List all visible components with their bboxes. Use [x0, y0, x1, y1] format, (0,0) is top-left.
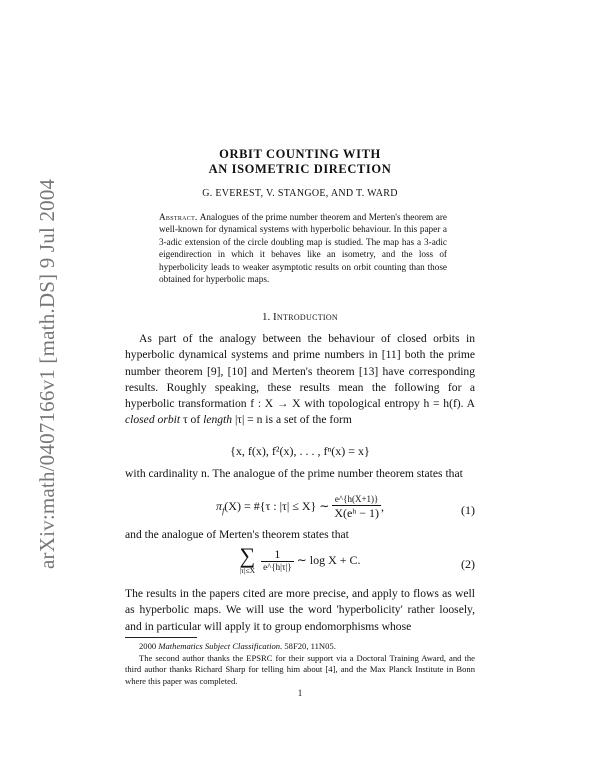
text-run: As part of the analogy between the behaviour of closed orbits in hyperbolic dynamical systems and prime numbers in [ — [125, 332, 475, 362]
intro-paragraph-4: The results in the papers cited are more precise, and apply to flows as well as hyperbolic maps. We will use the word 'hyperbolicity' rather loosely, and in particular will apply it to group endomorphisms whose — [125, 587, 475, 633]
abstract — [159, 211, 447, 285]
msc-codes: 58F20, 11N05. — [282, 641, 336, 651]
emphasis: closed orbit — [125, 413, 181, 427]
eq1-numerator: e^{h(X+1)} — [332, 494, 381, 506]
intro-paragraph-3: and the analogue of Merten's theorem states that — [125, 528, 349, 541]
sigma-symbol: ∑ — [239, 543, 256, 568]
section-number: 1. — [261, 311, 271, 323]
page-number: 1 — [297, 688, 303, 698]
eq1-fraction — [332, 494, 381, 520]
equation-1 — [125, 494, 475, 528]
abstract-text: Analogues of the prime number theorem and Merten's theorem are well-known for dynamical systems with hyperbolic behaviour. In this paper a 3-adic extension of the circle doubling map is studied. The map has a 3-adic eigendirection in which it behaves like an isometry, and the loss of hyperbolicity leads to weaker asymptotic results on orbit counting than those obtained for hyperbolic maps. — [159, 212, 447, 285]
eq1-denominator: X(eʰ − 1) — [334, 506, 379, 520]
equation-2 — [125, 543, 475, 584]
citation-link[interactable]: 10 — [231, 364, 244, 378]
eq-text: (X) = #{τ : |τ| ≤ X} ∼ — [224, 498, 333, 513]
eq2-denominator: e^{h|τ|} — [263, 562, 292, 572]
author-list: G. EVEREST, V. STANGOE, AND T. WARD — [202, 188, 398, 199]
paper-title-line-2: AN ISOMETRIC DIRECTION — [208, 162, 392, 176]
text-run: ] have corresponding results. Roughly speaking, these results mean the following for a hyperbolic transformation f : X → X with topological entropy h = h(f). A — [125, 364, 476, 411]
acknowledgement: The second author thanks the EPSRC for their support via a Doctoral Training Award, and the third author thanks Richard Sharp for telling him about [4], and the Max Planck Institute in Bonn where this paper was completed. — [125, 652, 475, 686]
text-run: |τ| = n is a set of the form — [232, 413, 352, 427]
arxiv-sidebar — [0, 0, 80, 776]
text-run: ] both the prime number theorem [ — [125, 348, 476, 378]
eq2-summation — [239, 543, 256, 575]
arxiv-identifier: arXiv:math/0407166v1 [math.DS] 9 Jul 2004 — [35, 178, 59, 569]
citation-link[interactable]: 9 — [210, 364, 217, 378]
intro-paragraph-1 — [125, 331, 475, 429]
section-heading — [0, 311, 600, 323]
eq2-fraction — [261, 548, 294, 573]
footnote-rule — [125, 637, 197, 638]
equation-1-number: (1) — [461, 503, 475, 517]
text-run: ] and Merten's theorem [ — [243, 364, 363, 378]
msc-year: 2000 — [139, 641, 159, 651]
msc-label: Mathematics Subject Classification. — [158, 641, 283, 651]
text-run: τ of — [180, 413, 204, 427]
orbit-set-formula: {x, f(x), f²(x), . . . , fⁿ(x) = x} — [230, 444, 370, 458]
emphasis: length — [203, 413, 233, 427]
equation-2-number: (2) — [461, 557, 475, 571]
intro-paragraph-2: with cardinality n. The analogue of the prime number theorem states that — [125, 467, 463, 480]
summation-limit: |τ|≤X — [239, 566, 256, 575]
abstract-label: Abstract. — [159, 212, 198, 222]
section-title: Introduction — [272, 311, 339, 323]
paper-title-line-1: ORBIT COUNTING WITH — [219, 147, 381, 161]
footnotes — [125, 641, 475, 687]
eq-subscript: f — [222, 506, 225, 516]
citation-link[interactable]: 13 — [362, 364, 375, 378]
eq-symbol: π — [216, 498, 223, 513]
citation-link[interactable]: 11 — [385, 348, 397, 362]
eq-text: ∼ log X + C. — [293, 553, 361, 567]
text-run: ], [ — [216, 364, 232, 378]
eq2-numerator: 1 — [261, 548, 294, 562]
eq-text: , — [380, 499, 384, 514]
